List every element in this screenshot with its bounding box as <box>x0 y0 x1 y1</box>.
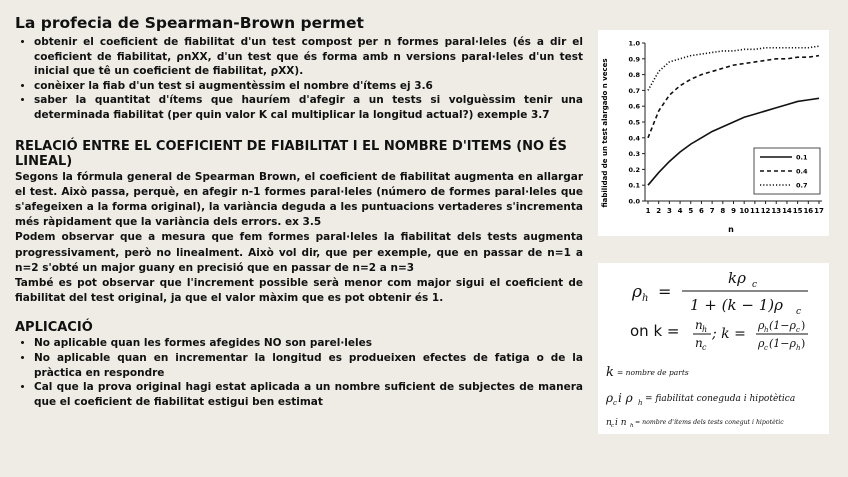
formula-sep: ; k = <box>712 326 746 342</box>
x-tick-label: 9 <box>731 207 736 215</box>
paragraph: Segons la fórmula general de Spearman Brown, el coeficient de fiabilitat augmenta en allargar el test. Això passa, perquè, en afegir n-1 formes paral·leles (número de formes paral·leles que s'afegeixen a la forma original), la variància deguda a les puntuacions vertaderes s'incrementa més ràpidament que la variància dels errors. ex 3.5 <box>15 170 583 229</box>
formula-sub: c <box>613 399 617 407</box>
y-tick-label: 0.9 <box>628 55 640 64</box>
formula-sub: c <box>611 423 615 429</box>
legend-label: 0.4 <box>796 167 808 176</box>
list-item: • saber la quantitat d'ítems que hauríem d'afegir a un tests si volguèssim tenir una determinada fiabilitat (per quin valor K cal multiplicar la longitud actual?) exemple 3.7 <box>34 93 583 122</box>
list-item: • conèixer la fiab d'un test si augmentèssim el nombre d'ítems ej 3.6 <box>34 79 583 94</box>
section3-list <box>15 336 583 409</box>
legend-label: 0.7 <box>796 181 808 190</box>
formula-numerator: kρ <box>728 269 746 287</box>
y-tick-label: 0.5 <box>628 118 640 127</box>
x-tick-label: 8 <box>720 207 726 215</box>
x-tick-label: 4 <box>677 207 683 215</box>
formula-equals: = <box>658 282 672 301</box>
paragraph: Podem observar que a mesura que fem formes paral·leles la fiabilitat dels tests augmenta progressivament, però no linealment. Això vol dir, que per exemple, que en passar de n=1 a n=2 s'obté un major guany en precisió que en passar de n=2 a n=3 <box>15 231 583 274</box>
formula-denominator: 1 + (k − 1)ρ <box>690 296 783 314</box>
formula-sub: c <box>796 307 802 317</box>
k-definition-symbol: k <box>606 365 614 380</box>
formula-sub: h <box>702 325 708 334</box>
rho-definition-mid: i ρ <box>618 391 633 405</box>
n-definition: = nombre d'ítems dels tests conegut i hipotètic <box>635 419 784 426</box>
x-tick-label: 6 <box>699 207 704 215</box>
series-line-0.7 <box>648 46 819 90</box>
formula-sub: c <box>796 326 800 334</box>
formula-num2: ρ <box>758 319 765 332</box>
spearman-brown-formula <box>598 263 829 434</box>
formula-nh: n <box>695 318 703 332</box>
y-tick-label: 0.0 <box>628 197 640 206</box>
y-tick-label: 0.1 <box>628 181 640 190</box>
section1-title: La profecia de Spearman-Brown permet <box>15 14 364 32</box>
formula-den2: ρ <box>758 337 765 350</box>
formula-sub: h <box>630 423 634 429</box>
x-tick-label: 16 <box>803 207 814 215</box>
formula-svg <box>598 263 829 434</box>
formula-sub: c <box>764 344 768 352</box>
list-item: • Cal que la prova original hagi estat aplicada a un nombre suficient de subjectes de manera que el coeficient de fiabilitat estigui ben estimat <box>34 380 583 409</box>
x-tick-label: 13 <box>771 207 782 215</box>
y-tick-label: 0.4 <box>628 134 640 143</box>
y-tick-label: 0.7 <box>628 86 640 95</box>
formula-sub: h <box>764 326 769 334</box>
list-item: • No aplicable quan les formes afegides NO son parel·leles <box>34 336 583 351</box>
x-axis-label: n <box>728 225 734 234</box>
chart-svg <box>598 30 829 236</box>
list-item: • No aplicable quan en incrementar la longitud es produeixen efectes de fatiga o de la pràctica en respondre <box>34 351 583 380</box>
y-tick-label: 1.0 <box>628 39 640 48</box>
formula-sub: c <box>752 280 758 290</box>
x-tick-label: 5 <box>688 207 694 215</box>
n-definition-mid: i n <box>615 418 627 428</box>
text-column <box>15 14 583 409</box>
x-tick-label: 15 <box>792 207 803 215</box>
x-tick-label: 7 <box>709 207 715 215</box>
series-line-0.4 <box>648 56 819 138</box>
formula-sub: c <box>702 343 707 352</box>
reliability-chart <box>598 30 829 236</box>
formula-num2-rest: (1−ρ <box>769 319 796 332</box>
formula-den2-rest: (1−ρ <box>769 337 796 350</box>
formula-close: ) <box>801 319 806 332</box>
section1-list <box>15 35 583 123</box>
x-tick-label: 1 <box>645 207 651 215</box>
rho-definition-symbol: ρ <box>606 391 614 405</box>
n-definition-symbol: n <box>606 418 612 428</box>
k-definition: = nombre de parts <box>617 368 689 377</box>
x-tick-label: 14 <box>782 207 792 215</box>
x-tick-label: 3 <box>666 207 672 215</box>
paragraph: També es pot observar que l'increment possible serà menor com major sigui el coeficient de fiabilitat del test original, ja que el valor màxim que es pot obtenir és 1. <box>15 276 583 305</box>
section2-title: RELACIÓ ENTRE EL COEFICIENT DE FIABILITAT I EL NOMBRE D'ITEMS (NO ÉS LINEAL) <box>15 138 567 169</box>
y-tick-label: 0.6 <box>628 102 640 111</box>
y-tick-label: 0.3 <box>628 150 640 159</box>
formula-rho: ρ <box>632 282 642 302</box>
section3-title: APLICACIÓ <box>15 320 93 336</box>
formula-close: ) <box>801 337 806 350</box>
formula-sub: h <box>642 293 649 304</box>
y-axis-label: fiabilidad de un test alargado n veces <box>601 58 609 208</box>
y-tick-label: 0.2 <box>628 165 640 174</box>
x-tick-label: 17 <box>814 207 824 215</box>
x-tick-label: 12 <box>760 207 771 215</box>
rho-definition: = fiabilitat coneguda i hipotètica <box>645 394 796 404</box>
formula-sub: h <box>638 399 643 407</box>
formula-nc: n <box>695 336 703 350</box>
legend-label: 0.1 <box>796 153 808 162</box>
x-tick-label: 11 <box>750 207 760 215</box>
x-tick-label: 10 <box>739 207 750 215</box>
list-item: • obtenir el coeficient de fiabilitat d'un test compost per n formes paral·leles (és a dir el coeficient de fiabilitat, ρnXX, d'un test que és forma amb n versions paral·leles d'un test inicial que tê un coeficient de fiabilitat, ρXX). <box>34 35 583 79</box>
y-tick-label: 0.8 <box>628 71 640 80</box>
formula-sub: h <box>796 344 801 352</box>
x-tick-label: 2 <box>656 207 662 215</box>
formula-on-k: on k = <box>630 322 680 340</box>
